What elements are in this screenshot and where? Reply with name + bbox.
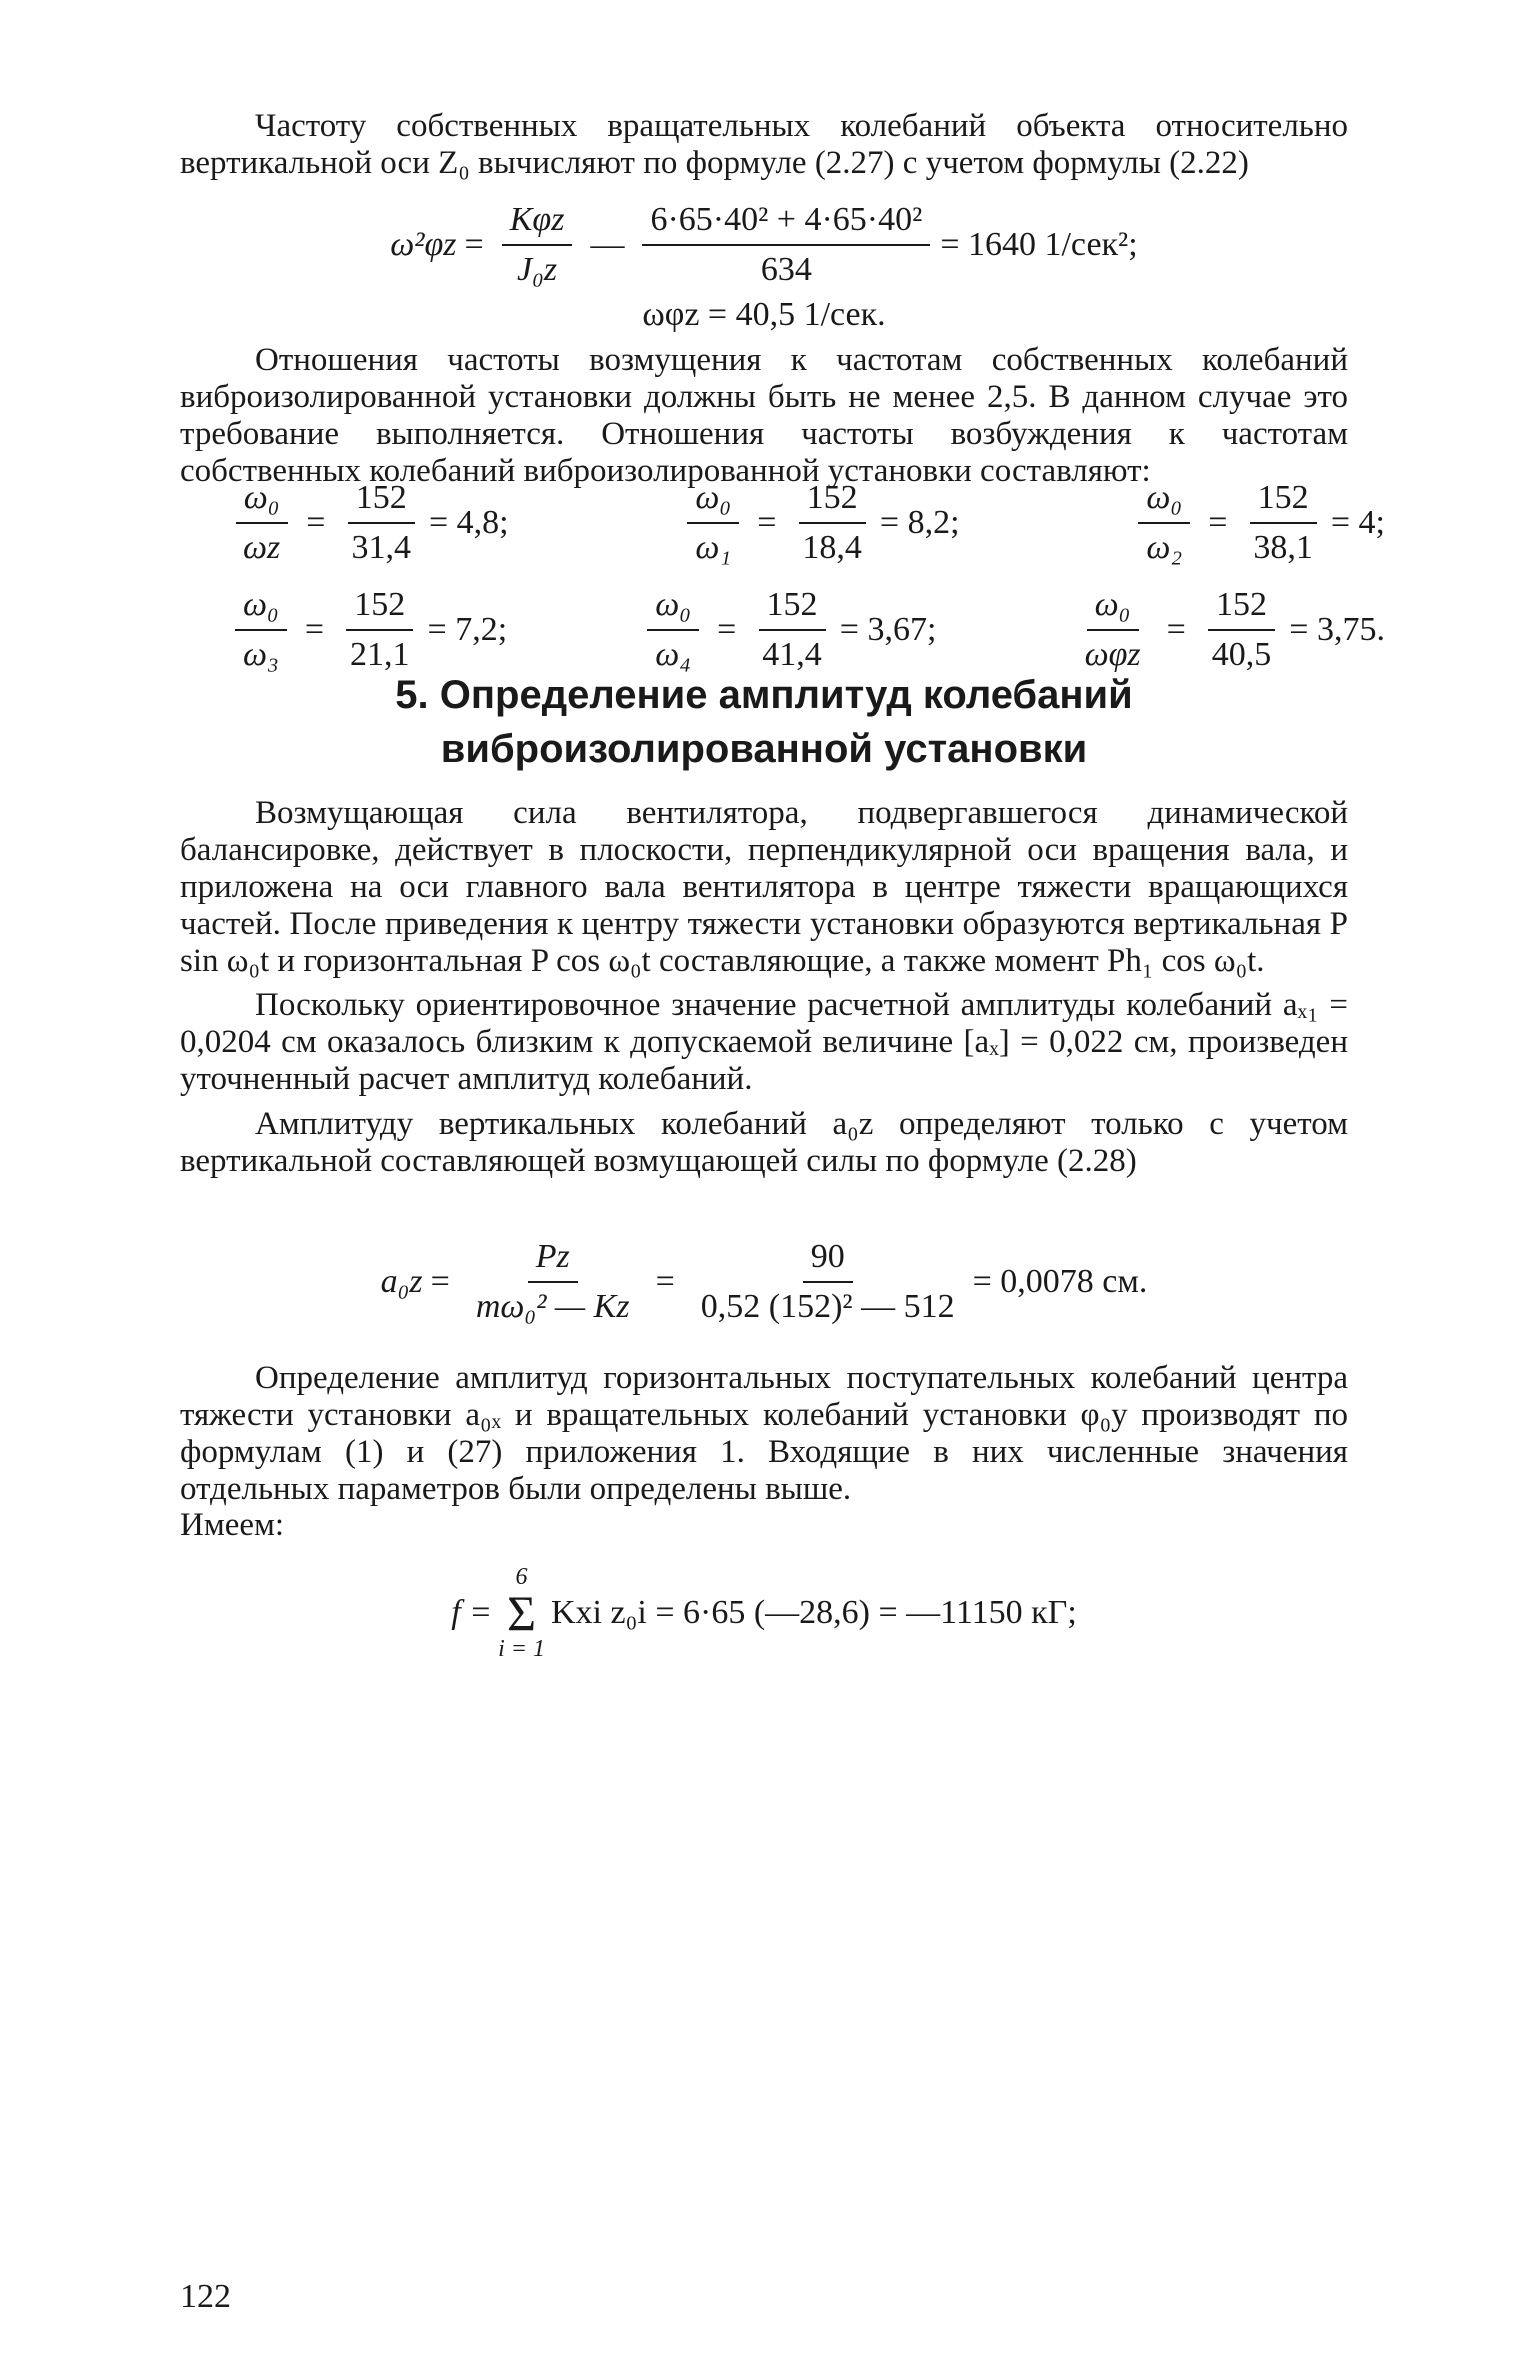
paragraph-exciting-force: Возмущающая сила вентилятора, подвергавшегося динамической балансировке, действует в плоскости, перпендикулярной оси вращения вала, и приложена на оси главного вала вентилятора в центре тяжести вращающихся частей. После приведения к центру тяжести установки образуются вертикальная P sin ω₀t и горизонтальная P cos ω₀t составляющие, а также момент Ph₁ cos ω₀t. <box>180 795 1348 979</box>
section-heading-line2: виброизолированной установки <box>440 727 1088 771</box>
ratio-result: = 4,8; <box>428 504 509 541</box>
formula1-eq2: — <box>590 226 625 263</box>
ratio-value-num: 152 <box>799 478 866 524</box>
formula3-result: = 0,0078 см. <box>972 1263 1148 1300</box>
formula4-lhs: f = <box>451 1594 493 1631</box>
ratio-den: ω₂ <box>1146 529 1183 566</box>
formula3-num1: Pz <box>528 1237 578 1283</box>
ratio-4 <box>637 585 936 675</box>
section-heading <box>180 668 1348 776</box>
formula1-num1: Kφz <box>502 200 573 246</box>
paragraph-rotational-frequency: Частоту собственных вращательных колебаний объекта относительно вертикальной оси Z₀ вычисляют по формуле (2.27) с учетом формулы (2.22) <box>180 108 1348 181</box>
sum-upper-limit: 6 <box>515 1564 528 1590</box>
ratio-value-den: 41,4 <box>762 636 822 673</box>
ratio-1 <box>677 478 959 568</box>
formula3-lhs: a₀z <box>380 1263 423 1300</box>
ratio-num: ω₀ <box>1087 585 1139 631</box>
ratio-value-num: 152 <box>1208 585 1275 631</box>
ratio-value-den: 31,4 <box>351 529 411 566</box>
ratio-eq: = <box>1166 611 1186 648</box>
formula3-fraction-values <box>693 1237 963 1327</box>
formula-omega-squared <box>180 200 1348 290</box>
formula1-num2: 6·65·40² + 4·65·40² <box>642 200 930 246</box>
formula1-eq1: = <box>464 226 484 263</box>
formula1-lhs: ω²φz <box>390 226 457 263</box>
ratio-num: ω₀ <box>235 585 287 631</box>
ratio-result: = 7,2; <box>427 611 508 648</box>
formula1-result: = 1640 1/сек²; <box>940 226 1138 263</box>
ratio-phi-z <box>1067 585 1385 675</box>
formula4-body: Kxi z₀i = 6·65 (—28,6) = —11150 кГ; <box>550 1594 1077 1631</box>
ratio-den: ω₄ <box>655 636 692 673</box>
ratio-den: ωφz <box>1084 636 1141 673</box>
section-heading-line1: 5. Определение амплитуд колебаний <box>395 673 1133 717</box>
ratio-num: ω₀ <box>236 478 288 524</box>
ratio-eq: = <box>757 504 777 541</box>
ratio-num: ω₀ <box>647 585 699 631</box>
ratio-den: ωz <box>243 529 281 566</box>
ratio-value-den: 38,1 <box>1253 529 1313 566</box>
ratio-2 <box>1128 478 1385 568</box>
formula1-den2: 634 <box>760 251 812 288</box>
ratio-num: ω₀ <box>1138 478 1190 524</box>
formula-omega <box>180 292 1348 338</box>
formula2-text: ωφz = 40,5 1/сек. <box>642 296 886 333</box>
sum-lower-limit: i = 1 <box>498 1636 545 1662</box>
page-number: 122 <box>180 2278 231 2315</box>
ratios-row-2 <box>225 585 1385 675</box>
ratio-result: = 8,2; <box>879 504 960 541</box>
paragraph-horizontal-amplitude: Определение амплитуд горизонтальных поступательных колебаний центра тяжести установки a₀ₓ и вращательных колебаний установки φ₀y производят по формулам (1) и (27) приложения 1. Входящие в них численные значения отдельных параметров были определены выше. <box>180 1360 1348 1507</box>
ratio-den: ω₁ <box>695 529 732 566</box>
ratio-eq: = <box>717 611 737 648</box>
ratio-3 <box>225 585 507 675</box>
formula-sum <box>180 1558 1348 1668</box>
ratio-eq: = <box>306 504 326 541</box>
ratio-result: = 3,67; <box>839 611 937 648</box>
ratios-row-1 <box>225 478 1385 568</box>
paragraph-frequency-ratios: Отношения частоты возмущения к частотам собственных колебаний виброизолированной установки должны быть не менее 2,5. В данном случае это требование выполняется. Отношения частоты возбуждения к частотам собственных колебаний виброизолированной установки составляют: <box>180 342 1348 489</box>
formula1-fraction-k-j <box>502 200 573 290</box>
ratio-z <box>225 478 509 568</box>
paragraph-we-have: Имеем: <box>180 1507 285 1543</box>
sum-operator <box>498 1565 545 1661</box>
ratio-value-num: 152 <box>346 585 413 631</box>
formula3-eq1: = <box>430 1263 450 1300</box>
ratio-eq: = <box>1208 504 1228 541</box>
formula1-fraction-values <box>642 200 930 290</box>
ratio-value-num: 152 <box>1250 478 1317 524</box>
ratio-value-den: 40,5 <box>1211 636 1272 673</box>
paragraph-amplitude-refinement: Поскольку ориентировочное значение расчетной амплитуды колебаний aₓ₁ = 0,0204 см оказалось близким к допускаемой величине [aₓ] = 0,022 см, произведен уточненный расчет амплитуд колебаний. <box>180 987 1348 1097</box>
formula3-den2: 0,52 (152)² — 512 <box>700 1288 955 1325</box>
formula3-den1: mω₀² — Kz <box>475 1288 630 1325</box>
ratio-result: = 4; <box>1330 504 1385 541</box>
formula1-den1: J₀z <box>517 251 558 288</box>
ratio-value-num: 152 <box>348 478 415 524</box>
formula3-eq2: = <box>655 1263 675 1300</box>
ratio-den: ω₃ <box>243 636 279 673</box>
ratio-value-num: 152 <box>759 585 826 631</box>
formula3-fraction-symbolic <box>468 1237 638 1327</box>
ratio-value-den: 18,4 <box>802 529 862 566</box>
sigma-symbol: Σ <box>506 1585 537 1641</box>
paragraph-vertical-amplitude: Амплитуду вертикальных колебаний a₀z определяют только с учетом вертикальной составляющей возмущающей силы по формуле (2.28) <box>180 1106 1348 1179</box>
ratio-value-den: 21,1 <box>350 636 410 673</box>
formula3-num2: 90 <box>803 1237 853 1283</box>
ratio-eq: = <box>304 611 325 648</box>
ratio-result: = 3,75. <box>1289 611 1385 648</box>
ratio-num: ω₀ <box>687 478 739 524</box>
formula-vertical-amplitude <box>180 1236 1348 1328</box>
